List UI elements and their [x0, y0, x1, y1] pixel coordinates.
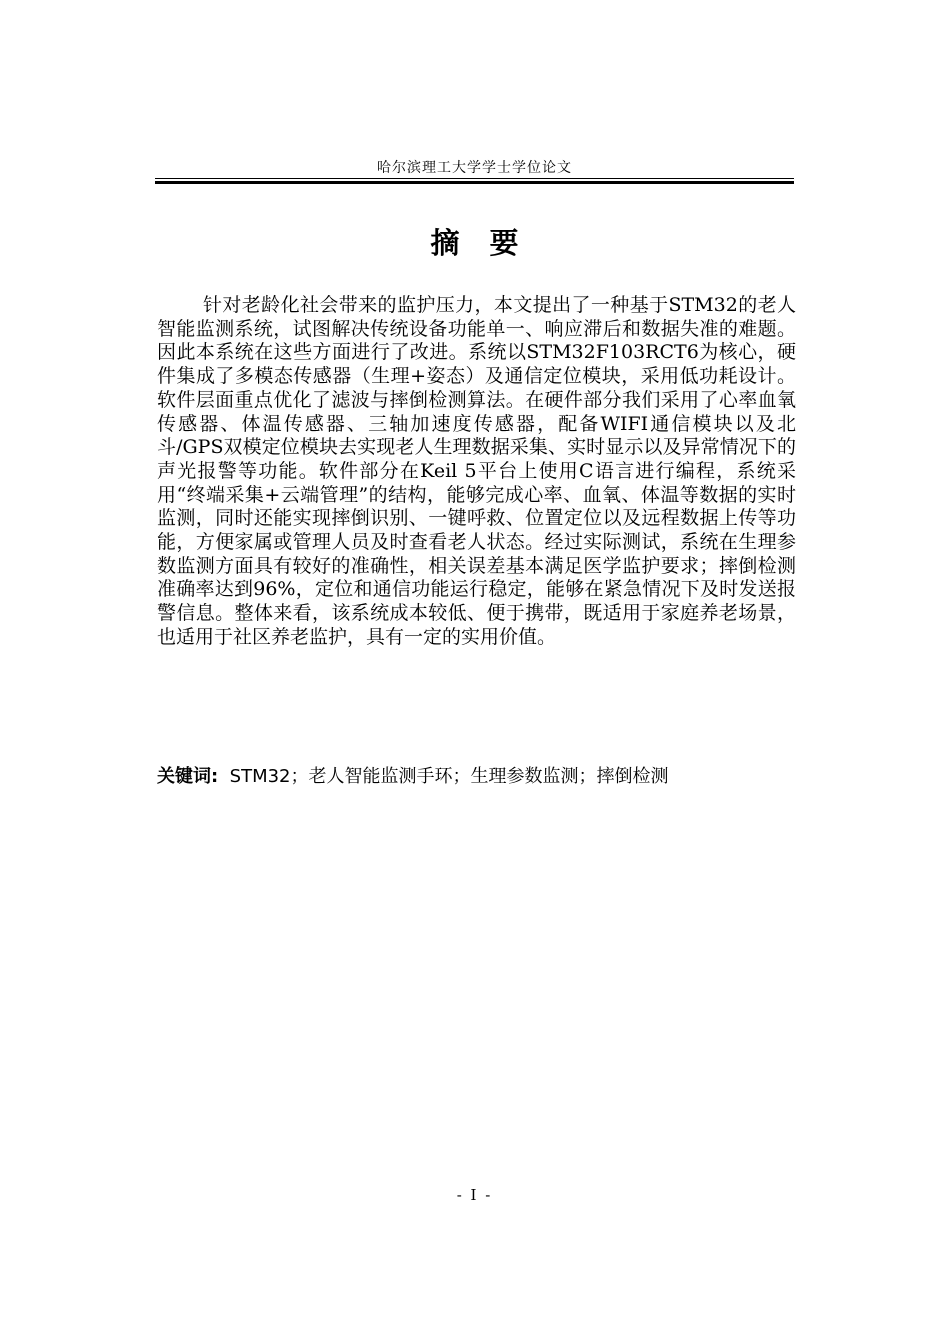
page-number: - I -: [456, 1186, 493, 1204]
keywords-label: 关键词:: [157, 766, 219, 787]
running-header-title: 哈尔滨理工大学学士学位论文: [377, 160, 572, 176]
header-rule-thick: [155, 181, 794, 184]
abstract-heading: 摘要: [430, 226, 549, 260]
abstract-body: 针对老龄化社会带来的监护压力，本文提出了一种基于STM32的老人智能监测系统，试图解决传统设备功能单一、响应滞后和数据失准的难题。因此本系统在这些方面进行了改进。系统以STM32F103RCT6为核心，硬件集成了多模态传感器（生理+姿态）及通信定位模块，采用低功耗设计。软件层面重点优化了滤波与摔倒检测算法。在硬件部分我们采用了心率血氧传感器、体温传感器、三轴加速度传感器，配备WIFI通信模块以及北斗/GPS双模定位模块去实现老人生理数据采集、实时显示以及异常情况下的声光报警等功能。软件部分在Keil 5平台上使用C语言进行编程，系统采用“终端采集+云端管理”的结构，能够完成心率、血氧、体温等数据的实时监测，同时还能实现摔倒识别、一键呼救、位置定位以及远程数据上传等功能，方便家属或管理人员及时查看老人状态。经过实际测试，系统在生理参数监测方面具有较好的准确性，相关误差基本满足医学监护要求；摔倒检测准确率达到96%，定位和通信功能运行稳定，能够在紧急情况下及时发送报警信息。整体来看，该系统成本较低、便于携带，既适用于家庭养老场景，也适用于社区养老监护，具有一定的实用价值。: [157, 294, 796, 648]
header-rule-thin: [155, 178, 794, 179]
keywords-line: [157, 765, 796, 789]
keywords-value: STM32；老人智能监测手环；生理参数监测；摔倒检测: [229, 766, 669, 787]
